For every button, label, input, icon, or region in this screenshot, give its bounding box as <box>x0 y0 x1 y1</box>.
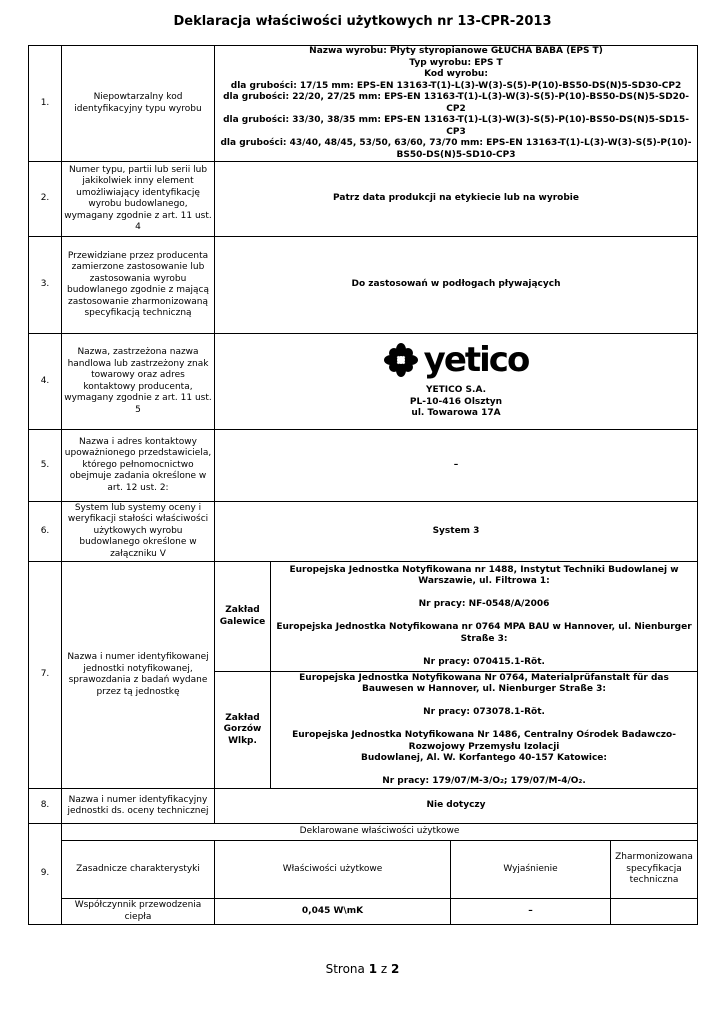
flower-logo-icon <box>384 343 418 377</box>
product-type: Typ wyrobu: EPS T <box>409 57 503 68</box>
product-code-line: dla grubości: 22/20, 27/25 mm: EPS-EN 13163-T(1)-L(3)-W(3)-S(5)-P(10)-BS50-DS(N)5-SD20-CP2 <box>223 92 689 114</box>
spacer <box>273 719 695 731</box>
row-2 <box>29 162 698 237</box>
row-4 <box>29 334 698 430</box>
plant-gorzow: Zakład Gorzów Wlkp. <box>215 672 271 789</box>
plant-galewice-bodies <box>271 562 698 672</box>
spacer <box>273 765 695 777</box>
row-number: 4. <box>29 334 62 430</box>
row-number: 3. <box>29 237 62 334</box>
company-name: YETICO S.A. <box>426 385 486 396</box>
product-code-heading: Kod wyrobu: <box>424 69 488 79</box>
row-value: Nie dotyczy <box>215 789 698 824</box>
notified-body: Europejska Jednostka Notyfikowana Nr 1486, Centralny Ośrodek Badawczo-Rozwojowy Przemysłu Izolacji <box>292 730 676 752</box>
col-explanation: Wyjaśnienie <box>451 841 611 899</box>
spacer <box>273 696 695 708</box>
performance-column-headers <box>29 841 698 899</box>
spacer <box>273 645 695 657</box>
footer-total: 2 <box>391 962 400 976</box>
row-6 <box>29 502 698 562</box>
notified-body: Europejska Jednostka Notyfikowana nr 1488, Instytut Techniki Budowlanej w Warszawie, ul. Filtrowa 1: <box>289 564 679 587</box>
row-label: Nazwa i numer identyfikowanej jednostki notyfikowanej, sprawozdania z badań wydane przez tą jednostkę <box>62 562 215 789</box>
company-postal: PL-10-416 Olsztyn <box>409 396 503 407</box>
row-7 <box>29 562 698 672</box>
row-value: Do zastosowań w podłogach pływających <box>215 237 698 334</box>
report-number: Nr pracy: 070415.1-Röt. <box>423 656 545 667</box>
logo-wordmark: yetico <box>423 340 529 381</box>
spacer <box>273 611 695 623</box>
footer-prefix: Strona <box>325 962 365 976</box>
notified-body: Europejska Jednostka Notyfikowana Nr 0764, Materialprüfanstalt für das Bauwesen w Hannover, ul. Nienburger Straße 3: <box>299 672 669 694</box>
explanation-value: – <box>451 899 611 925</box>
report-number: Nr pracy: 073078.1-Röt. <box>423 707 545 717</box>
row-number: 1. <box>29 46 62 162</box>
row-9 <box>29 824 698 841</box>
row-label: Numer typu, partii lub serii lub jakikolwiek inny element umożliwiający identyfikację wyrobu budowlanego, wymagany zgodnie z art. 11 ust. 4 <box>62 162 215 237</box>
performance-value: 0,045 W\mK <box>215 899 451 925</box>
product-name: Nazwa wyrobu: Płyty styropianowe GŁUCHA BABA (EPS T) <box>309 46 603 56</box>
row-label: Niepowtarzalny kod identyfikacyjny typu wyrobu <box>62 46 215 162</box>
row-value: – <box>215 430 698 502</box>
report-number: Nr pracy: NF-0548/A/2006 <box>418 599 550 610</box>
row-label: System lub systemy oceny i weryfikacji stałości właściwości użytkowych wyrobu budowlanego określone w załączniku V <box>62 502 215 562</box>
col-spec: Zharmonizowana specyfikacja techniczna <box>611 841 698 899</box>
manufacturer-cell <box>215 334 698 430</box>
row-value: System 3 <box>215 502 698 562</box>
row-number: 9. <box>29 824 62 925</box>
document-title: Deklaracja właściwości użytkowych nr 13-CPR-2013 <box>173 14 552 29</box>
row-8 <box>29 789 698 824</box>
page-footer <box>0 962 725 976</box>
row-number: 8. <box>29 789 62 824</box>
footer-of: z <box>380 962 388 976</box>
plant-galewice: Zakład Galewice <box>215 562 271 672</box>
row-number: 7. <box>29 562 62 789</box>
row-label: Nazwa i adres kontaktowy upoważnionego przedstawiciela, którego pełnomocnictwo obejmuje zadania określone w art. 12 ust. 2: <box>62 430 215 502</box>
col-characteristics: Zasadnicze charakterystyki <box>62 841 215 899</box>
row-1 <box>29 46 698 162</box>
product-code-line: dla grubości: 33/30, 38/35 mm: EPS-EN 13163-T(1)-L(3)-W(3)-S(5)-P(10)-BS50-DS(N)5-SD15-CP3 <box>223 115 689 137</box>
row-label: Nazwa i numer identyfikacyjny jednostki ds. oceny technicznej <box>62 789 215 824</box>
footer-page: 1 <box>368 962 378 976</box>
performance-row <box>29 899 698 925</box>
row-value: Patrz data produkcji na etykiecie lub na wyrobie <box>215 162 698 237</box>
row-number: 6. <box>29 502 62 562</box>
row-label: Przewidziane przez producenta zamierzone zastosowanie lub zastosowania wyrobu budowlanego zgodnie z mającą zastosowanie zharmonizowaną specyfikacją techniczną <box>62 237 215 334</box>
declared-performance-header: Deklarowane właściwości użytkowe <box>62 824 698 841</box>
row-3 <box>29 237 698 334</box>
spec-value <box>611 899 698 925</box>
product-code-cell <box>215 46 698 162</box>
row-label: Nazwa, zastrzeżona nazwa handlowa lub zastrzeżony znak towarowy oraz adres kontaktowy producenta, wymagany zgodnie z art. 11 ust. 5 <box>62 334 215 430</box>
spacer <box>273 588 695 600</box>
yetico-logo <box>217 340 695 381</box>
plant-gorzow-bodies <box>271 672 698 789</box>
product-code-line: dla grubości: 43/40, 48/45, 53/50, 63/60, 73/70 mm: EPS-EN 13163-T(1)-L(3)-W(3)-S(5)-P(10)-BS50-DS(N)5-SD10-CP3 <box>220 138 692 160</box>
notified-body-address: Budowlanej, Al. W. Korfantego 40-157 Katowice: <box>361 753 608 763</box>
row-number: 2. <box>29 162 62 237</box>
report-number: Nr pracy: 179/07/M-3/O₂; 179/07/M-4/O₂. <box>382 776 586 786</box>
declaration-table <box>28 45 698 925</box>
col-performance: Właściwości użytkowe <box>215 841 451 899</box>
notified-body: Europejska Jednostka Notyfikowana nr 0764 MPA BAU w Hannover, ul. Nienburger Straße 3: <box>276 622 692 644</box>
row-5 <box>29 430 698 502</box>
product-code-line: dla grubości: 17/15 mm: EPS-EN 13163-T(1)-L(3)-W(3)-S(5)-P(10)-BS50-DS(N)5-SD30-CP2 <box>230 80 682 91</box>
row-number: 5. <box>29 430 62 502</box>
characteristic-name: Współczynnik przewodzenia ciepła <box>62 899 215 925</box>
company-street: ul. Towarowa 17A <box>411 408 501 419</box>
